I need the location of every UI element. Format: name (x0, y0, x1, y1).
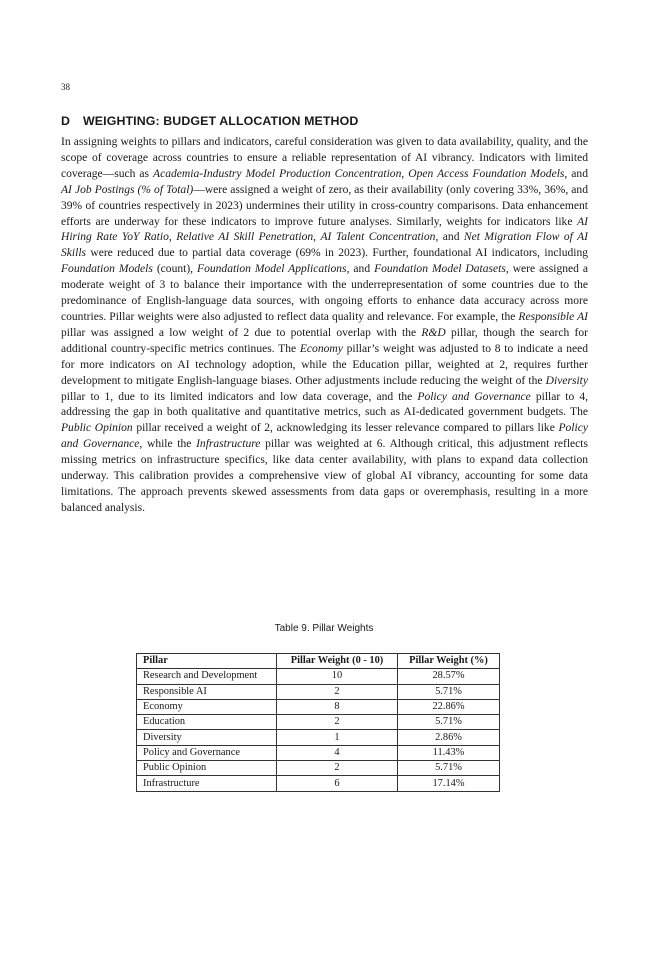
section-heading (61, 114, 358, 128)
pillar-name: Research and Development (137, 669, 277, 684)
text-run: , and (435, 231, 464, 244)
text-run: —were assigned a weight of zero, as their availability (only covering 33%, 36%, and 39% of countries respectively in 2023) undermines their utility in cross-country comparisons. Data enhancement efforts are underway for these indicators to improve future analyses. Similarly, weights for indicators like (61, 183, 588, 228)
text-run: pillar to 1, due to its limited indicators and low data coverage, and the (61, 390, 418, 403)
text-run: In assigning weights to pillars and indicators, careful consideration was given to data availability, quality, and the scope of coverage across countries to ensure a reliable representation of AI vibrancy. Indicators with limited coverage—such as (61, 136, 588, 180)
pillar-name: Policy and Governance (137, 745, 277, 760)
pillar-percent: 17.14% (398, 776, 500, 791)
pillar-weights-table (136, 653, 500, 792)
text-run: , (313, 231, 321, 244)
table-row (137, 699, 500, 714)
italic-term: Diversity (545, 374, 588, 387)
section-title: WEIGHTING: BUDGET ALLOCATION METHOD (83, 114, 359, 128)
table-row (137, 761, 500, 776)
text-run: pillar to 4, addressing the gap in both qualitative and quantitative metrics, such as AI-dedicated government budgets. The (61, 390, 589, 419)
italic-term: Academia-Industry Model Production Concentration (153, 167, 402, 180)
pillar-name: Responsible AI (137, 684, 277, 699)
italic-term: Relative AI Skill Penetration (176, 231, 314, 244)
pillar-weight: 4 (277, 745, 398, 760)
pillar-percent: 5.71% (398, 715, 500, 730)
text-run: pillar was assigned a low weight of 2 due to potential overlap with the (61, 326, 422, 339)
text-run: were reduced due to partial data coverage (69% in 2023). Further, foundational AI indicators, including (86, 247, 588, 260)
italic-term: AI Job Postings (% of Total) (61, 183, 194, 196)
text-run: pillar’s weight was adjusted to 8 to indicate a need for more indicators on AI technology adoption, while the Education pillar, weighted at 2, requires further development to mitigate English-language biases. Other adjustments include reducing the weight of the (61, 342, 588, 387)
pillar-weight: 10 (277, 669, 398, 684)
italic-term: AI Hiring Rate YoY Ratio (61, 215, 588, 244)
pillar-weight: 1 (277, 730, 398, 745)
table-caption: Table 9. Pillar Weights (274, 623, 374, 634)
text-run: , (401, 167, 409, 180)
table-row (137, 684, 500, 699)
text-run: (count), (152, 263, 198, 276)
pillar-percent: 22.86% (398, 699, 500, 714)
pillar-name: Infrastructure (137, 776, 277, 791)
pillar-name: Diversity (137, 730, 277, 745)
text-run: pillar received a weight of 2, acknowledging its lesser relevance compared to pillars like (132, 422, 559, 435)
pillar-name: Economy (137, 699, 277, 714)
italic-term: Policy and Governance (61, 422, 588, 451)
pillar-percent: 11.43% (398, 745, 500, 760)
italic-term: Policy and Governance (417, 390, 531, 403)
page-number: 38 (61, 82, 70, 92)
pillar-weight: 6 (277, 776, 398, 791)
italic-term: Public Opinion (61, 422, 133, 435)
text-run: , and (346, 263, 375, 276)
text-run: pillar was weighted at 6. Although critical, this adjustment reflects missing metrics on infrastructure specifics, like data center availability, with plans to expand data collection underway. This calibration provides a comprehensive view of global AI vibrancy, accounting for some data limitations. The approach prevents skewed assessments from data gaps or overemphasis, resulting in a more balanced analysis. (61, 438, 589, 514)
pillar-name: Public Opinion (137, 761, 277, 776)
italic-term: AI Talent Concentration (320, 231, 436, 244)
italic-term: Foundation Model Datasets (374, 263, 506, 276)
italic-term: Economy (299, 342, 343, 355)
italic-term: Infrastructure (196, 438, 261, 451)
table-row (137, 715, 500, 730)
header-pillar-weight-percent: Pillar Weight (%) (398, 654, 500, 669)
pillar-percent: 5.71% (398, 684, 500, 699)
pillar-weight: 2 (277, 684, 398, 699)
text-run: , were assigned a moderate weight of 3 to balance their importance with the underrepresentation of some countries due to the predominance of English-language data sources, with ongoing efforts to enhance data accuracy across more countries. Pillar weights were also adjusted to reflect data quality and relevance. For example, the (61, 263, 588, 323)
text-run: , and (564, 167, 588, 180)
body-paragraph (61, 135, 588, 517)
pillar-weight: 2 (277, 715, 398, 730)
header-pillar: Pillar (137, 654, 277, 669)
table-row (137, 730, 500, 745)
pillar-percent: 28.57% (398, 669, 500, 684)
table-row (137, 745, 500, 760)
italic-term: R&D (421, 326, 446, 339)
pillar-name: Education (137, 715, 277, 730)
italic-term: Open Access Foundation Models (408, 167, 565, 180)
table-row (137, 776, 500, 791)
italic-term: Responsible AI (518, 310, 588, 323)
header-pillar-weight-0-10: Pillar Weight (0 - 10) (277, 654, 398, 669)
text-run: , (168, 231, 177, 244)
text-run: , while the (139, 438, 197, 451)
table-row (137, 669, 500, 684)
pillar-weight: 2 (277, 761, 398, 776)
table-header-row (137, 654, 500, 669)
section-letter: D (61, 114, 71, 128)
italic-term: Net Migration Flow of AI Skills (61, 231, 588, 260)
text-run: pillar, though the search for additional country-specific metrics continues. The (61, 326, 588, 355)
italic-term: Foundation Models (61, 263, 153, 276)
pillar-weight: 8 (277, 699, 398, 714)
pillar-percent: 5.71% (398, 761, 500, 776)
pillar-percent: 2.86% (398, 730, 500, 745)
italic-term: Foundation Model Applications (197, 263, 347, 276)
